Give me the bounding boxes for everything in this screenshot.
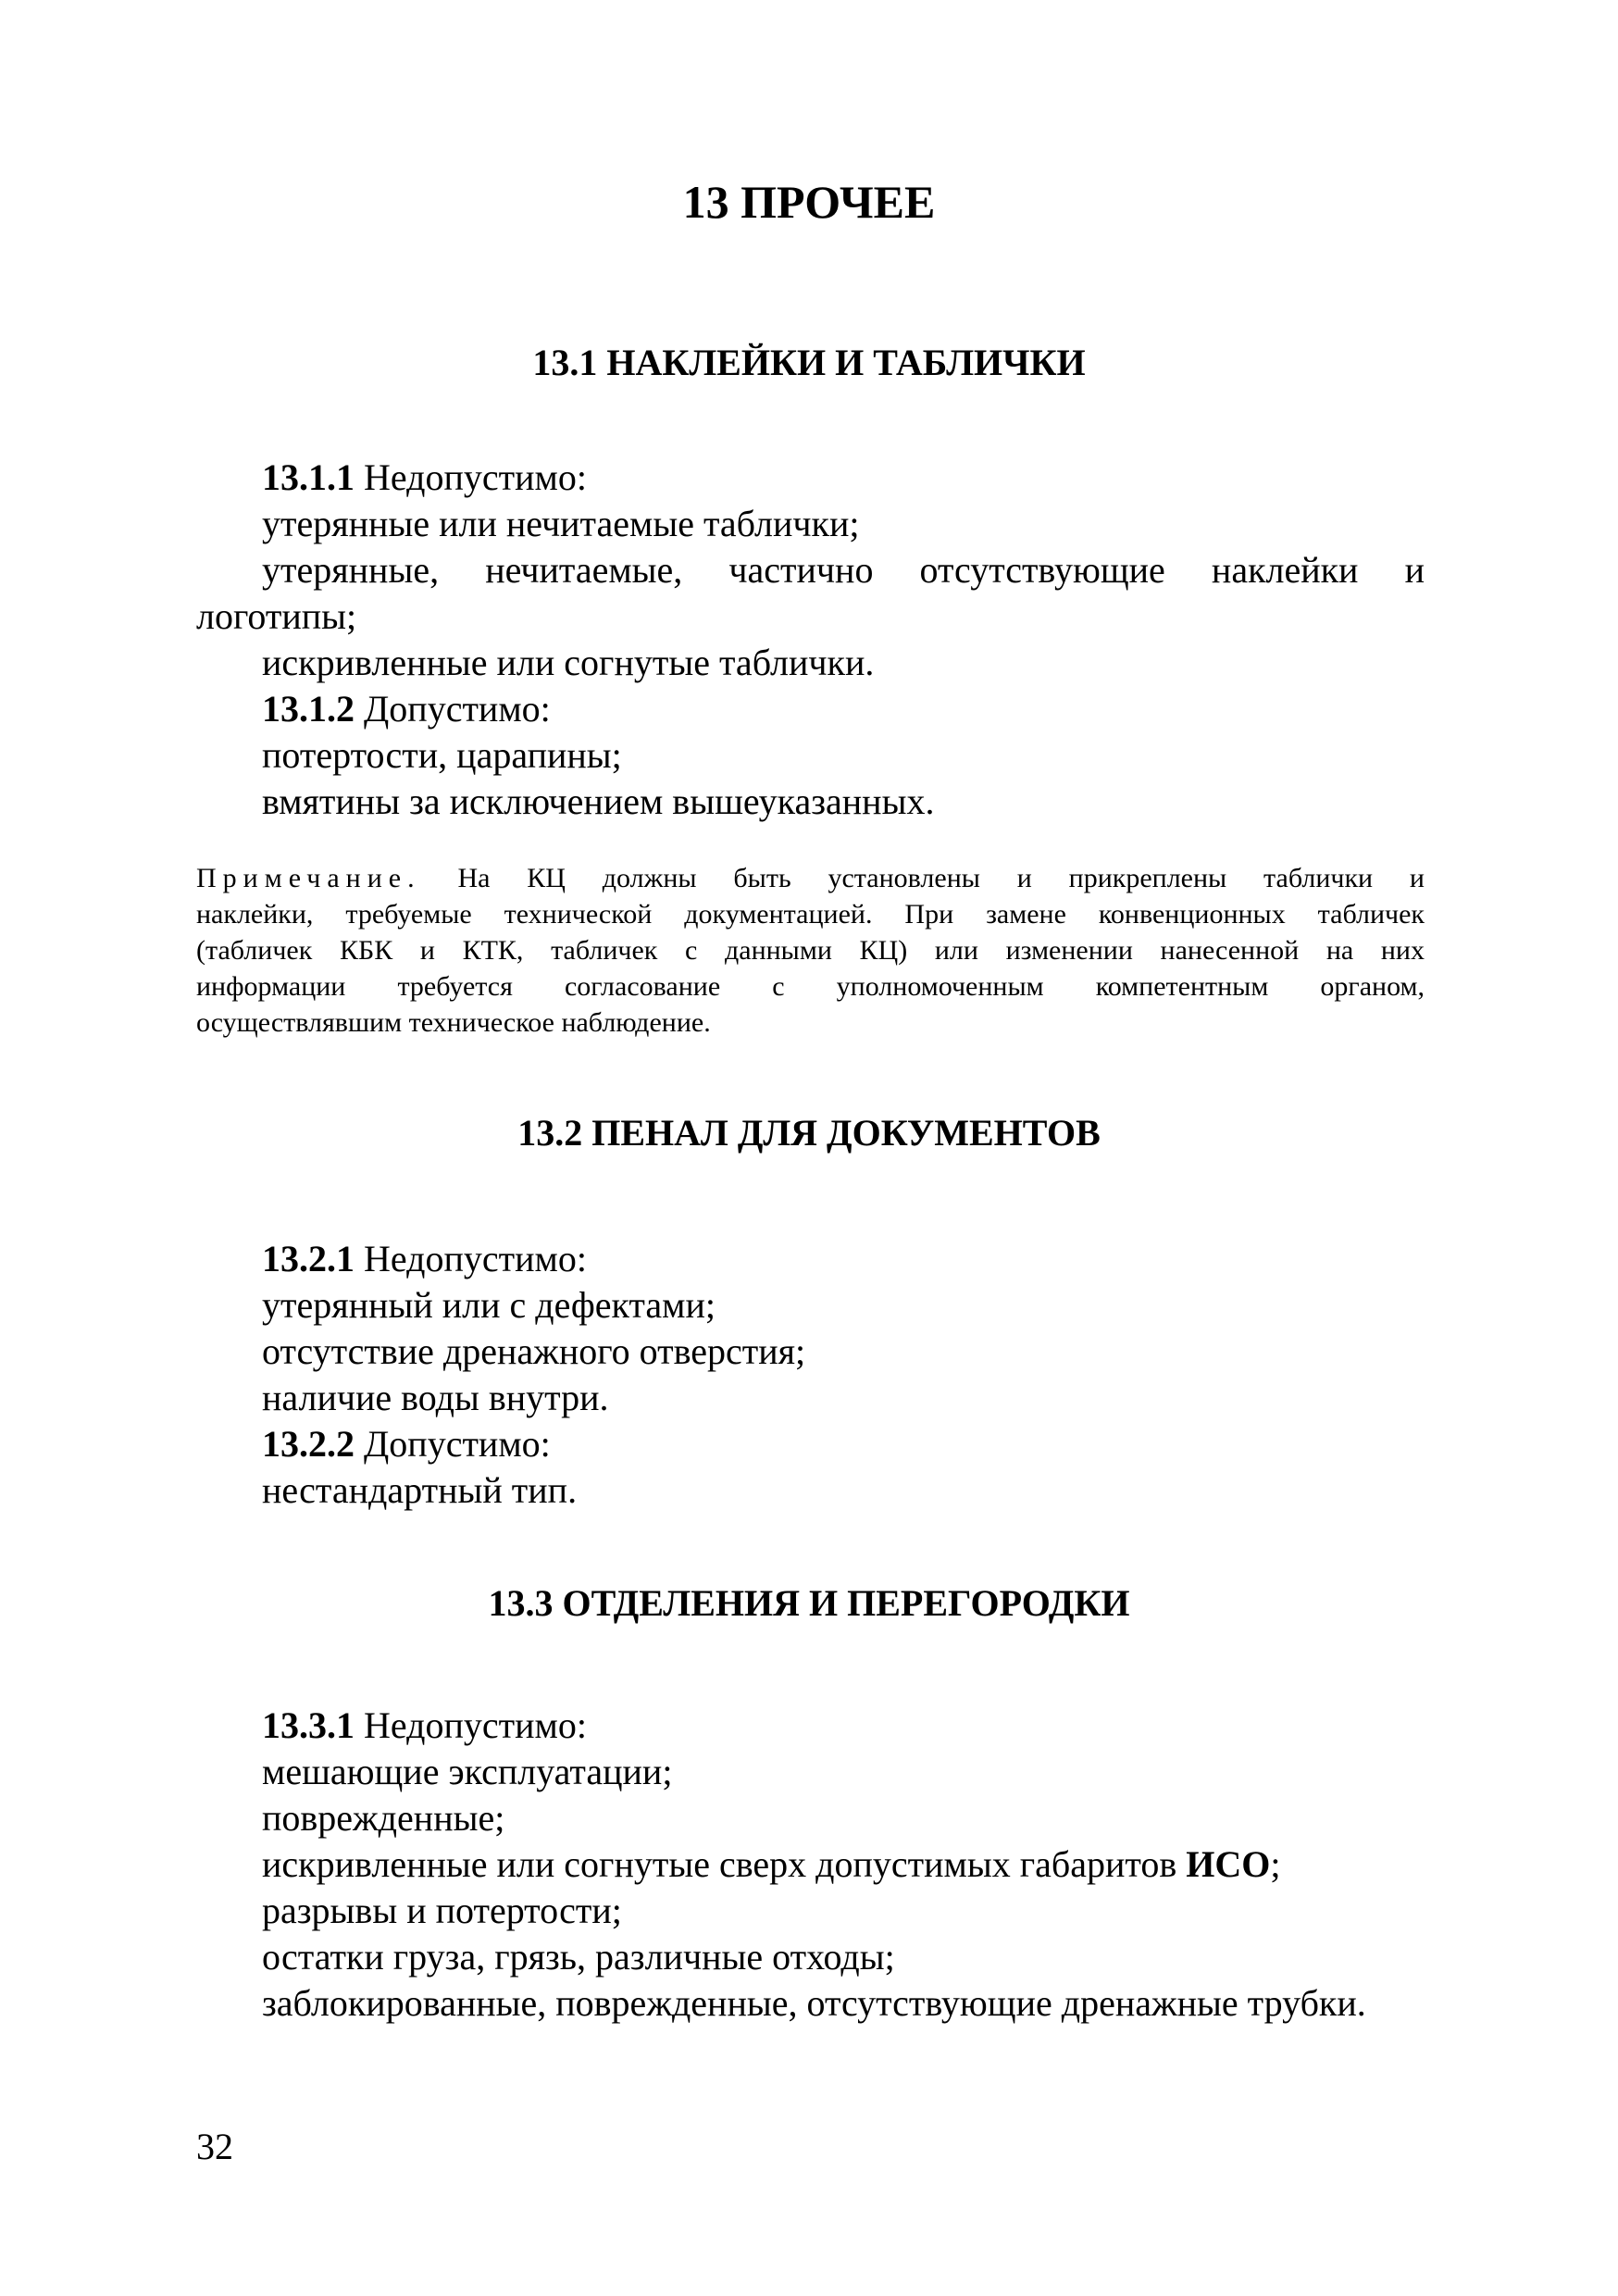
list-item: мешающие эксплуатации; [262,1751,673,1792]
section-title-13-1: 13.1 НАКЛЕЙКИ И ТАБЛИЧКИ [532,342,1086,383]
iso-abbreviation: ИСО [1186,1843,1271,1885]
list-item: утерянные или нечитаемые таблички; [262,503,860,544]
list-item-continuation: логотипы; [196,595,357,637]
note-line: (табличек КБК и КТК, табличек с данными КЦ) или изменении нанесенной на них [196,935,1425,966]
note-line: наклейки, требуемые технической документацией. При замене конвенционных табличек [196,899,1425,930]
clause-number: 13.1.1 [262,456,355,498]
clause-13-2-2-heading [262,1422,551,1466]
list-item [262,1842,1280,1887]
list-item: отсутствие дренажного отверстия; [262,1330,806,1372]
clause-number: 13.2.1 [262,1238,355,1279]
note-text: На КЦ должны быть установлены и прикреплены таблички и [420,863,1425,893]
clause-13-2-1-heading [262,1237,587,1281]
clause-label: Недопустимо: [355,1704,587,1746]
list-item: нестандартный тип. [262,1469,578,1511]
list-item: остатки груза, грязь, различные отходы; [262,1936,895,1978]
list-item: утерянные, нечитаемые, частично отсутствующие наклейки и [262,549,1425,591]
clause-13-1-1-heading [262,455,587,500]
list-item: вмятины за исключением вышеуказанных. [262,780,935,822]
clause-label: Допустимо: [355,688,551,730]
list-item: потертости, царапины; [262,734,622,776]
list-item-punct: ; [1270,1843,1281,1885]
clause-number: 13.3.1 [262,1704,355,1746]
note-line [196,861,1425,896]
clause-13-1-2-heading [262,687,551,731]
list-item: утерянный или с дефектами; [262,1284,716,1326]
clause-label: Недопустимо: [355,1238,587,1279]
clause-number: 13.1.2 [262,688,355,730]
note-label: Примечание. [196,863,421,893]
clause-number: 13.2.2 [262,1423,355,1465]
list-item: искривленные или согнутые таблички. [262,642,875,683]
note-line: осуществлявшим техническое наблюдение. [196,1007,711,1038]
list-item: поврежденные; [262,1797,505,1839]
page-number: 32 [196,2126,233,2167]
list-item: заблокированные, поврежденные, отсутствующие дренажные трубки. [262,1982,1366,2024]
note-line: информации требуется согласование с уполномоченным компетентным органом, [196,971,1425,1002]
list-item: наличие воды внутри. [262,1377,609,1418]
clause-13-3-1-heading [262,1703,587,1748]
section-title-13-3: 13.3 ОТДЕЛЕНИЯ И ПЕРЕГОРОДКИ [488,1582,1130,1624]
section-title-13-2: 13.2 ПЕНАЛ ДЛЯ ДОКУМЕНТОВ [517,1112,1101,1154]
list-item: разрывы и потертости; [262,1890,622,1931]
list-item-text: искривленные или согнутые сверх допустимых габаритов [262,1843,1187,1885]
clause-label: Недопустимо: [355,456,587,498]
clause-label: Допустимо: [355,1423,551,1465]
chapter-title: 13 ПРОЧЕЕ [682,176,936,228]
